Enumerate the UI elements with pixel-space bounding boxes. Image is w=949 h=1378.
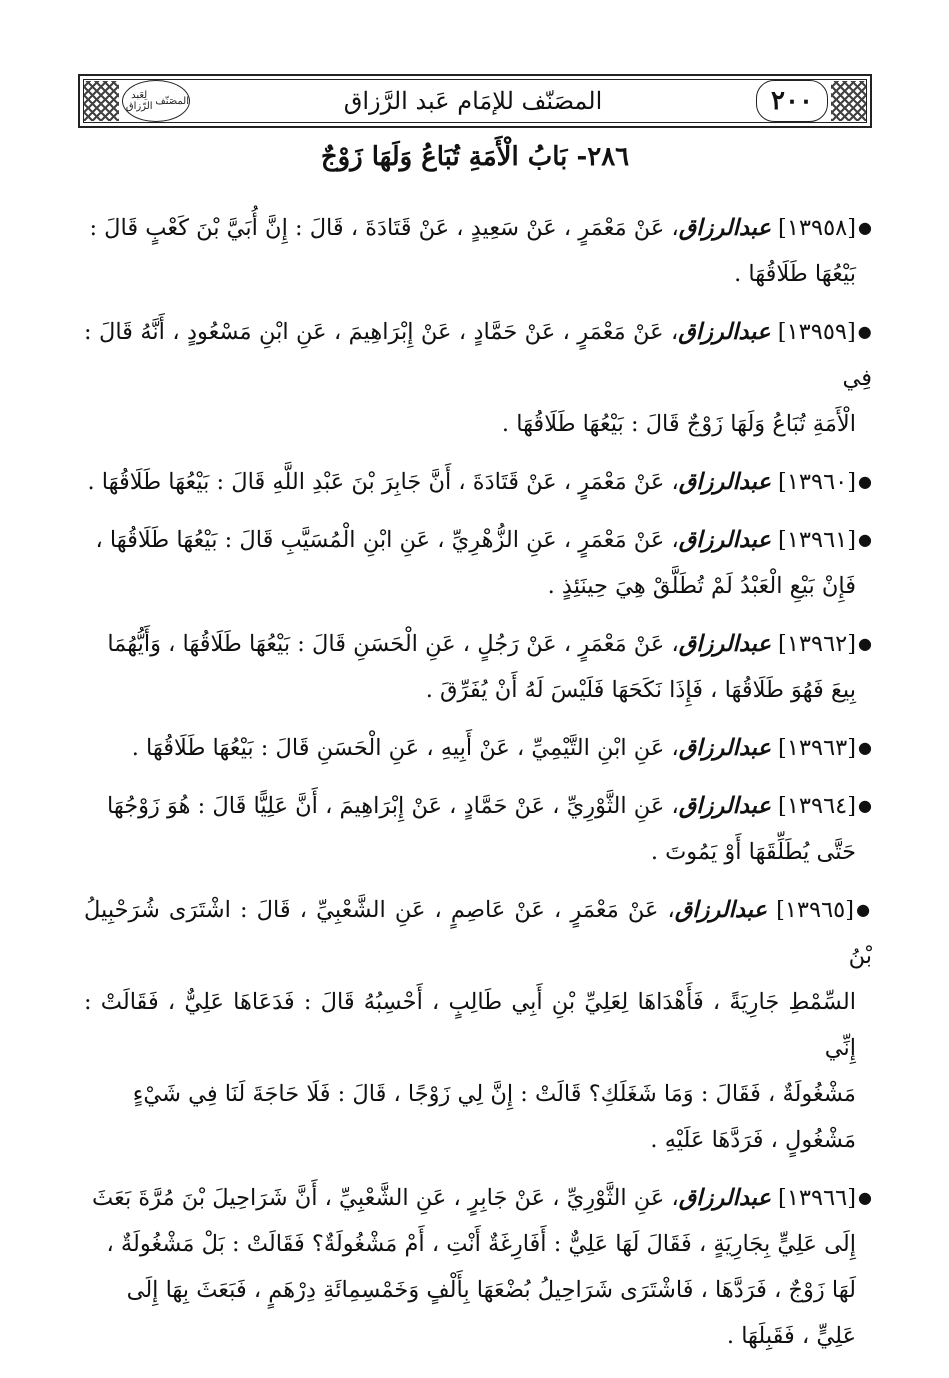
hadith-line [84, 1313, 872, 1359]
hadith-line [84, 783, 872, 829]
hadith-line [84, 621, 872, 667]
narrator-name: عبدالرزاق [678, 735, 771, 761]
hadith-line [84, 829, 872, 875]
hadith-line [84, 1267, 872, 1313]
hadith-line [84, 979, 872, 1071]
hadith-text: ، عَنْ مَعْمَرٍ ، عَنْ قَتَادَةَ ، أَنَّ جَابِرَ بْنَ عَبْدِ اللَّهِ قَالَ : بَيْعُهَا طَلَاقُهَا . [87, 469, 679, 495]
bullet-icon: ● [858, 472, 872, 491]
hadith-line [84, 887, 872, 979]
ornament-right-icon [831, 81, 867, 121]
running-header [78, 74, 872, 128]
hadith-text: السِّمْطِ جَارِيَةً ، فَأَهْدَاهَا لِعَلِيِّ بْنِ أَبِي طَالِبٍ ، أَحْسِبُهُ قَالَ : فَدَعَاهَا عَلِيٌّ ، فَقَالَتْ : إِنِّي [84, 989, 856, 1061]
narrator-name: عبدالرزاق [678, 1185, 771, 1211]
hadith-line [84, 725, 872, 771]
hadith-number: [١٣٩٦٦] [778, 1185, 857, 1211]
hadith-entry [84, 517, 872, 609]
hadith-text: لَهَا زَوْجٌ ، فَرَدَّهَا ، فَاشْتَرَى شَرَاحِيلُ بُضْعَهَا بِأَلْفٍ وَخَمْسِمِائَةِ دِرْهَمٍ ، فَبَعَثَ بِهَا إِلَى [126, 1277, 856, 1303]
hadith-number: [١٣٩٦١] [778, 527, 857, 553]
hadith-entry [84, 309, 872, 447]
hadith-number: [١٣٩٦٤] [778, 793, 857, 819]
hadith-entry [84, 205, 872, 297]
seal-line-2: لِعَبد الرّزاق [125, 90, 153, 112]
hadith-text: ، عَنِ الثَّوْرِيِّ ، عَنْ جَابِرٍ ، عَنِ الشَّعْبِيِّ ، أَنَّ شَرَاحِيلَ بْنَ مُرَّةَ بَعَثَ [92, 1185, 679, 1211]
hadith-text: إِلَى عَلِيٍّ بِجَارِيَةٍ ، فَقَالَ لَهَا عَلِيٌّ : أَفَارِغَةٌ أَنْتِ ، أَمْ مَشْغُولَةٌ؟ فَقَالَتْ : بَلْ مَشْغُولَةٌ ، [106, 1231, 856, 1257]
hadith-text: الْأَمَةِ تُبَاعُ وَلَهَا زَوْجٌ قَالَ : بَيْعُهَا طَلَاقُهَا . [501, 411, 856, 437]
hadith-text: ، عَنْ مَعْمَرٍ ، عَنْ عَاصِمٍ ، عَنِ الشَّعْبِيِّ ، قَالَ : اشْتَرَى شُرَحْبِيلُ بْنُ [84, 897, 872, 969]
hadith-list [84, 205, 872, 1371]
bullet-icon: ● [858, 634, 872, 653]
hadith-text: ، عَنْ مَعْمَرٍ ، عَنْ حَمَّادٍ ، عَنْ إِبْرَاهِيمَ ، عَنِ ابْنِ مَسْعُودٍ ، أَنَّهُ قَالَ : فِي [84, 319, 872, 391]
hadith-entry [84, 1175, 872, 1359]
bullet-icon: ● [858, 1188, 872, 1207]
ornament-left-icon [83, 81, 119, 121]
hadith-line [84, 401, 872, 447]
book-seal [122, 80, 190, 122]
hadith-entry [84, 621, 872, 713]
hadith-line [84, 1175, 872, 1221]
hadith-text: مَشْغُولٍ ، فَرَدَّهَا عَلَيْهِ . [650, 1127, 856, 1153]
narrator-name: عبدالرزاق [678, 793, 771, 819]
hadith-entry [84, 887, 872, 1163]
bullet-icon: ● [858, 738, 872, 757]
hadith-line [84, 1117, 872, 1163]
running-title: المصَنّف للإمَام عَبد الرَّزاق [343, 87, 603, 115]
hadith-text: بِيعَ فَهُوَ طَلَاقُهَا ، فَإِذَا نَكَحَهَا فَلَيْسَ لَهُ أَنْ يُفَرِّقَ . [425, 677, 856, 703]
hadith-entry [84, 783, 872, 875]
hadith-text: ، عَنِ ابْنِ التَّيْمِيِّ ، عَنْ أَبِيهِ ، عَنِ الْحَسَنِ قَالَ : بَيْعُهَا طَلَاقُهَا . [131, 735, 679, 761]
narrator-name: عبدالرزاق [674, 897, 767, 923]
hadith-text: ، عَنْ مَعْمَرٍ ، عَنِ الزُّهْرِيِّ ، عَنِ ابْنِ الْمُسَيَّبِ قَالَ : بَيْعُهَا طَلَاقُهَا ، [95, 527, 679, 553]
narrator-name: عبدالرزاق [678, 469, 771, 495]
hadith-number: [١٣٩٦٣] [778, 735, 857, 761]
hadith-line [84, 667, 872, 713]
hadith-number: [١٣٩٦٢] [778, 631, 857, 657]
bullet-icon: ● [857, 322, 872, 341]
bullet-icon: ● [858, 218, 872, 237]
hadith-text: ، عَنْ مَعْمَرٍ ، عَنْ سَعِيدٍ ، عَنْ قَتَادَةَ ، قَالَ : إِنَّ أُبَيَّ بْنَ كَعْبٍ قَالَ : [89, 215, 679, 241]
hadith-line [84, 563, 872, 609]
hadith-text: عَلِيٍّ ، فَقَبِلَهَا . [726, 1323, 856, 1349]
hadith-line [84, 251, 872, 297]
hadith-line [84, 517, 872, 563]
hadith-number: [١٣٩٦٥] [776, 897, 855, 923]
bullet-icon: ● [856, 900, 872, 919]
hadith-number: [١٣٩٥٨] [778, 215, 857, 241]
hadith-number: [١٣٩٦٠] [778, 469, 857, 495]
hadith-line [84, 309, 872, 401]
chapter-title: ٢٨٦- بَابُ الْأَمَةِ تُبَاعُ وَلَهَا زَوْجٌ [320, 142, 630, 172]
hadith-number: [١٣٩٥٩] [777, 319, 856, 345]
hadith-text: حَتَّى يُطَلِّقَهَا أَوْ يَمُوتَ . [650, 839, 856, 865]
hadith-line [84, 1221, 872, 1267]
hadith-line [84, 459, 872, 505]
hadith-text: ، عَنْ مَعْمَرٍ ، عَنْ رَجُلٍ ، عَنِ الْحَسَنِ قَالَ : بَيْعُهَا طَلَاقُهَا ، وَأَيُّهُمَا [107, 631, 679, 657]
bullet-icon: ● [858, 796, 872, 815]
hadith-text: بَيْعُهَا طَلَاقُهَا . [734, 261, 856, 287]
hadith-entry [84, 725, 872, 771]
hadith-text: فَإِنْ بَيْعِ الْعَبْدُ لَمْ تُطَلَّقْ هِيَ حِينَئِذٍ . [547, 573, 856, 599]
hadith-text: مَشْغُولَةٌ ، فَقَالَ : وَمَا شَغَلَكِ؟ قَالَتْ : إِنَّ لِي زَوْجًا ، قَالَ : فَلَا حَاجَةَ لَنَا فِي شَيْءٍ [132, 1081, 856, 1107]
hadith-line [84, 1071, 872, 1117]
bullet-icon: ● [858, 530, 872, 549]
narrator-name: عبدالرزاق [678, 215, 771, 241]
seal-line-1: المصَنّف [155, 95, 189, 107]
narrator-name: عبدالرزاق [678, 319, 771, 345]
hadith-line [84, 205, 872, 251]
narrator-name: عبدالرزاق [678, 631, 771, 657]
hadith-text: ، عَنِ الثَّوْرِيِّ ، عَنْ حَمَّادٍ ، عَنْ إِبْرَاهِيمَ ، أَنَّ عَلِيًّا قَالَ : هُوَ زَوْجُهَا [106, 793, 679, 819]
page-number: ٢٠٠ [756, 80, 828, 122]
narrator-name: عبدالرزاق [678, 527, 771, 553]
hadith-entry [84, 459, 872, 505]
